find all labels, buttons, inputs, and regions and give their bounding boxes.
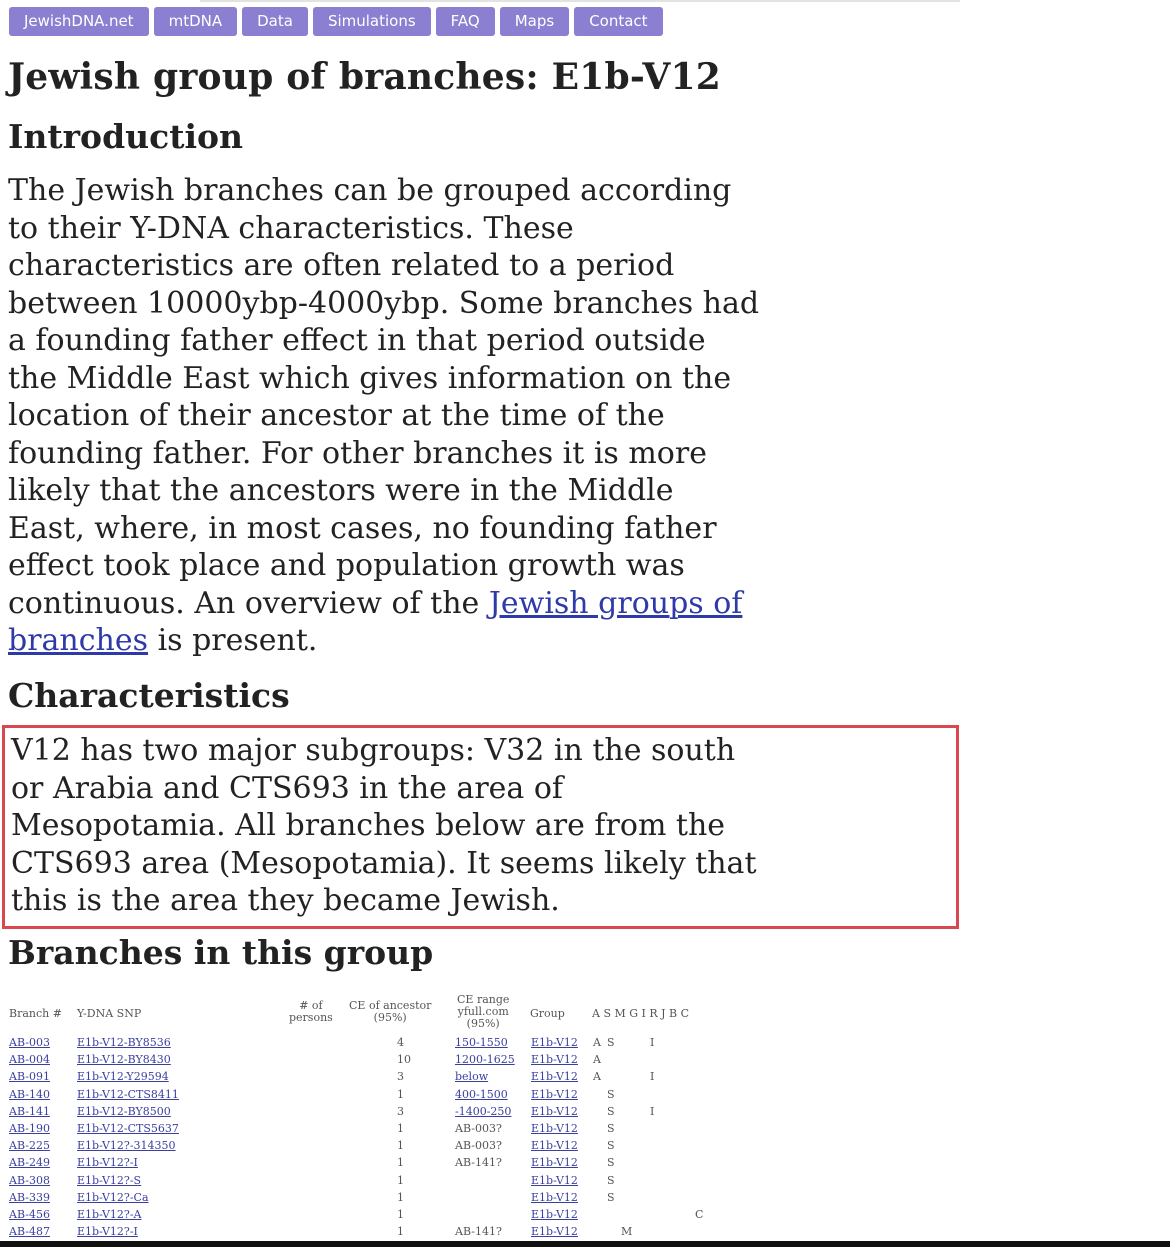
cell-range: AB-003?	[455, 1139, 502, 1153]
cell-s: S	[607, 1087, 615, 1101]
nav-tab-faq[interactable]: FAQ	[436, 7, 495, 36]
cell-group[interactable]: E1b-V12	[531, 1053, 578, 1067]
top-edge	[200, 0, 960, 2]
table-row	[9, 1208, 729, 1225]
introduction-heading: Introduction	[8, 117, 244, 156]
intro-line: effect took place and population growth was	[8, 548, 685, 583]
table-row	[9, 1225, 729, 1242]
col-header-group: Group	[530, 1007, 565, 1020]
intro-line: a founding father effect in that period outside	[8, 323, 706, 358]
cell-group[interactable]: E1b-V12	[531, 1070, 578, 1084]
cell-branch[interactable]: AB-190	[9, 1122, 50, 1135]
table-row	[9, 1053, 729, 1070]
cell-i: I	[650, 1104, 655, 1118]
nav-tab-contact[interactable]: Contact	[574, 7, 662, 36]
intro-line: the Middle East which gives information on the	[8, 360, 732, 396]
cell-persons: 3	[397, 1070, 404, 1084]
col-header-persons: # of persons	[289, 999, 333, 1024]
cell-group[interactable]: E1b-V12	[531, 1036, 578, 1049]
cell-group[interactable]: E1b-V12	[531, 1190, 578, 1204]
cell-s: S	[607, 1190, 615, 1204]
nav-tab-simulations[interactable]: Simulations	[313, 7, 431, 36]
cell-group[interactable]: E1b-V12	[531, 1173, 578, 1187]
cell-persons: 1	[397, 1087, 404, 1101]
jewish-groups-link[interactable]: Jewish groups of	[488, 585, 743, 621]
cell-branch[interactable]: AB-487	[9, 1225, 50, 1239]
cell-persons: 1	[397, 1190, 404, 1204]
intro-line	[8, 585, 928, 623]
cell-range[interactable]: 1200-1625	[455, 1053, 515, 1067]
intro-line: location of their ancestor at the time of the	[8, 398, 665, 433]
intro-text: is present.	[148, 623, 318, 658]
intro-line: between 10000ybp-4000ybp. Some branches had	[8, 285, 760, 321]
table-row	[9, 1036, 729, 1053]
cell-range: AB-003?	[455, 1122, 502, 1135]
nav-tab-maps[interactable]: Maps	[500, 7, 569, 36]
cell-persons: 1	[397, 1122, 404, 1135]
cell-i: I	[650, 1036, 655, 1049]
cell-range[interactable]: -1400-250	[455, 1104, 512, 1118]
cell-range[interactable]: below	[455, 1070, 489, 1084]
cell-snp[interactable]: E1b-V12?-S	[77, 1173, 142, 1187]
cell-branch[interactable]: AB-456	[9, 1208, 50, 1221]
cell-s: S	[607, 1156, 615, 1170]
col-header-ce-ancestor: CE of ancestor (95%)	[349, 999, 432, 1024]
characteristics-heading: Characteristics	[8, 676, 290, 715]
cell-a: A	[593, 1053, 601, 1067]
cell-group[interactable]: E1b-V12	[531, 1225, 578, 1239]
intro-line: characteristics are often related to a period	[8, 248, 675, 283]
cell-snp[interactable]: E1b-V12?-Ca	[77, 1190, 149, 1204]
table-row	[9, 1191, 729, 1208]
cell-branch[interactable]: AB-339	[9, 1190, 50, 1204]
table-row	[9, 1105, 729, 1122]
cell-group[interactable]: E1b-V12	[531, 1208, 578, 1221]
cell-group[interactable]: E1b-V12	[531, 1156, 578, 1170]
cell-branch[interactable]: AB-249	[9, 1156, 50, 1170]
cell-s: S	[607, 1122, 615, 1135]
cell-persons: 1	[397, 1156, 404, 1170]
cell-persons: 4	[397, 1036, 404, 1049]
cell-s: S	[607, 1036, 615, 1049]
cell-snp[interactable]: E1b-V12?-314350	[77, 1139, 176, 1153]
intro-line: The Jewish branches can be grouped according	[8, 173, 732, 208]
intro-line: founding father. For other branches it is more	[8, 435, 707, 471]
cell-branch[interactable]: AB-308	[9, 1173, 50, 1187]
cell-branch[interactable]: AB-091	[9, 1070, 50, 1084]
cell-snp[interactable]: E1b-V12-BY8536	[77, 1036, 171, 1049]
nav-tab-data[interactable]: Data	[242, 7, 308, 36]
page-title: Jewish group of branches: E1b-V12	[8, 56, 721, 98]
intro-text: continuous. An overview of the	[8, 585, 489, 621]
introduction-paragraph	[8, 172, 928, 660]
nav-tab-home[interactable]: JewishDNA.net	[9, 7, 149, 36]
intro-line: East, where, in most cases, no founding father	[8, 510, 717, 546]
table-row	[9, 1070, 729, 1087]
cell-group[interactable]: E1b-V12	[531, 1087, 578, 1101]
cell-s: S	[607, 1104, 615, 1118]
cell-i: I	[650, 1070, 655, 1084]
cell-a: A	[593, 1070, 601, 1084]
cell-snp[interactable]: E1b-V12-BY8430	[77, 1053, 171, 1067]
cell-range[interactable]: 400-1500	[455, 1087, 508, 1101]
cell-snp[interactable]: E1b-V12-BY8500	[77, 1104, 171, 1118]
cell-s: S	[607, 1139, 615, 1153]
cell-persons: 3	[397, 1104, 404, 1118]
cell-c: C	[695, 1208, 704, 1221]
cell-branch[interactable]: AB-140	[9, 1087, 50, 1101]
cell-group[interactable]: E1b-V12	[531, 1139, 578, 1153]
cell-a: A	[593, 1036, 601, 1049]
cell-s: S	[607, 1173, 615, 1187]
char-line: CTS693 area (Mesopotamia). It seems likely that	[11, 845, 757, 881]
cell-snp[interactable]: E1b-V12-CTS5637	[77, 1122, 179, 1135]
col-header-ce-range: CE range yfull.com (95%)	[457, 993, 510, 1030]
intro-line	[8, 622, 928, 660]
jewish-groups-link-cont[interactable]: branches	[8, 623, 149, 658]
intro-line: likely that the ancestors were in the Middle	[8, 473, 674, 508]
char-line: this is the area they became Jewish.	[11, 883, 560, 918]
cell-snp[interactable]: E1b-V12-CTS8411	[77, 1087, 179, 1101]
table-row	[9, 1156, 729, 1173]
col-header-snp: Y-DNA SNP	[77, 1007, 142, 1020]
cell-range: AB-141?	[455, 1225, 502, 1239]
top-nav	[9, 7, 663, 36]
col-header-regions: A S M G I R J B C	[592, 1007, 690, 1020]
col-header-branch: Branch #	[9, 1007, 62, 1020]
table-row	[9, 1122, 729, 1139]
branches-heading: Branches in this group	[8, 933, 434, 972]
cell-group[interactable]: E1b-V12	[531, 1104, 578, 1118]
characteristics-highlight-box	[2, 725, 959, 929]
cell-persons: 10	[397, 1053, 411, 1067]
cell-branch[interactable]: AB-141	[9, 1104, 50, 1118]
cell-branch[interactable]: AB-003	[9, 1036, 50, 1049]
intro-line: to their Y-DNA characteristics. These	[8, 210, 574, 246]
table-row	[9, 1139, 729, 1156]
cell-persons: 1	[397, 1139, 404, 1153]
cell-snp[interactable]: E1b-V12?-I	[77, 1225, 138, 1239]
nav-tab-mtdna[interactable]: mtDNA	[154, 7, 238, 36]
characteristics-paragraph	[11, 732, 757, 920]
cell-snp[interactable]: E1b-V12?-A	[77, 1208, 142, 1221]
cell-range: AB-141?	[455, 1156, 502, 1170]
cell-snp[interactable]: E1b-V12-Y29594	[77, 1070, 169, 1084]
cell-range[interactable]: 150-1550	[455, 1036, 508, 1049]
table-row	[9, 1174, 729, 1191]
bottom-bar	[0, 1241, 1170, 1247]
cell-group[interactable]: E1b-V12	[531, 1122, 578, 1135]
cell-branch[interactable]: AB-004	[9, 1053, 50, 1067]
cell-snp[interactable]: E1b-V12?-I	[77, 1156, 138, 1170]
char-line: V12 has two major subgroups: V32 in the south	[11, 733, 736, 768]
cell-persons: 1	[397, 1208, 404, 1221]
table-row	[9, 1088, 729, 1105]
char-line: Mesopotamia. All branches below are from the	[11, 808, 726, 843]
cell-persons: 1	[397, 1173, 404, 1187]
char-line: or Arabia and CTS693 in the area of	[11, 770, 563, 806]
cell-branch[interactable]: AB-225	[9, 1139, 50, 1153]
cell-m: M	[621, 1225, 633, 1239]
cell-persons: 1	[397, 1225, 404, 1239]
